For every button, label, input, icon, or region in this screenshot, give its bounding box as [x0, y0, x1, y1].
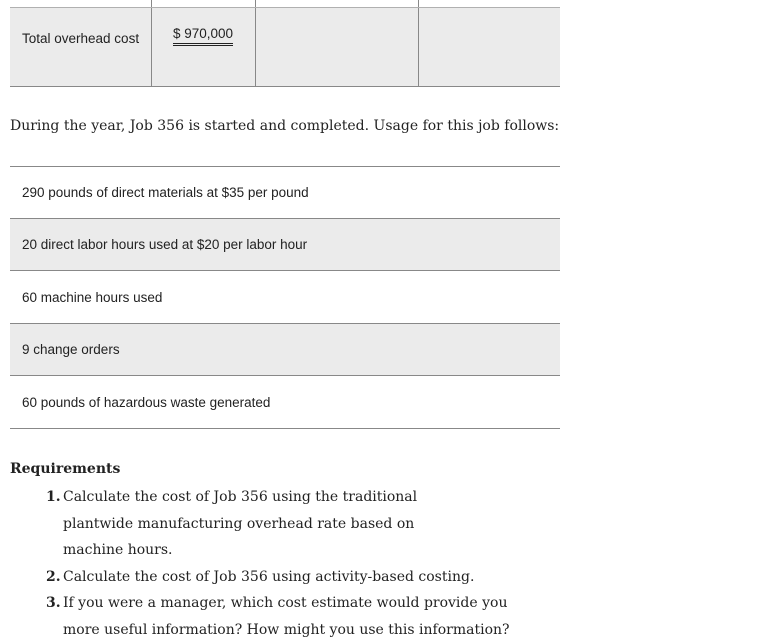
usage-text: 60 pounds of hazardous waste generated [22, 394, 271, 410]
overhead-label-cell [10, 8, 152, 86]
usage-row [10, 219, 560, 271]
usage-text: 9 change orders [22, 342, 120, 357]
requirement-text: Calculate the cost of Job 356 using the traditional plantwide manufacturing overhead rate based on machine hours. [63, 489, 418, 558]
overhead-table-row [10, 7, 560, 87]
usage-row [10, 376, 560, 429]
intro-text: During the year, Job 356 is started and completed. Usage for this job follows: [10, 118, 560, 134]
requirement-number: 2. [46, 568, 61, 585]
requirement-number: 3. [46, 595, 61, 611]
overhead-amount-cell [152, 8, 256, 86]
usage-row [10, 271, 560, 324]
empty-cell [256, 8, 419, 86]
usage-text: 60 machine hours used [22, 289, 163, 305]
requirement-text: Calculate the cost of Job 356 using activity-based costing. [63, 568, 475, 585]
requirement-item [46, 564, 546, 591]
empty-cell [419, 8, 560, 86]
usage-text: 290 pounds of direct materials at $35 per pound [22, 185, 309, 200]
requirements-list [46, 484, 546, 643]
requirement-item [46, 590, 546, 643]
overhead-amount: $ 970,000 [173, 26, 233, 46]
overhead-label: Total overhead cost [22, 31, 140, 46]
requirement-text: If you were a manager, which cost estimate would provide you more useful information? How might you use this information? [63, 595, 510, 638]
usage-text: 20 direct labor hours used at $20 per labor hour [22, 237, 308, 252]
usage-table [10, 166, 560, 429]
usage-row [10, 324, 560, 376]
requirements-title: Requirements [10, 461, 121, 477]
requirement-item [46, 484, 546, 564]
usage-row [10, 167, 560, 219]
table-top-strip [10, 0, 560, 7]
requirement-number: 1. [46, 489, 61, 505]
